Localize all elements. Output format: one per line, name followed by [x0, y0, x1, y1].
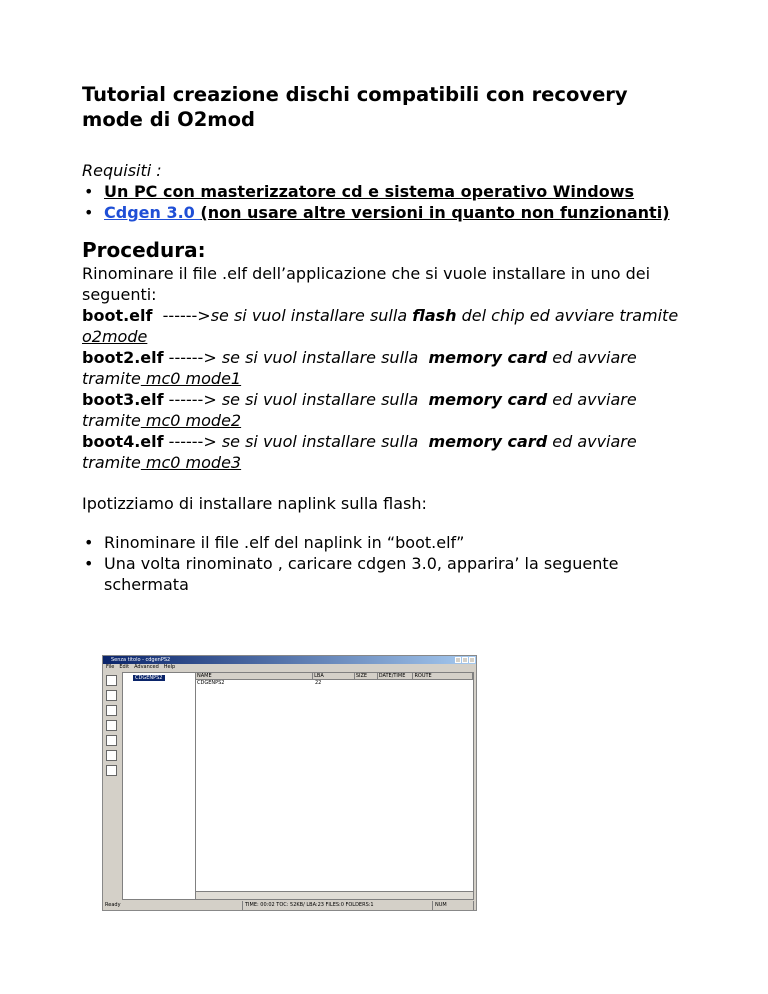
boot-entry: boot2.elf ------> se si vuol installare sulla memory card ed avviare tramite mc0 mode1 [82, 348, 637, 388]
list-header [196, 673, 473, 680]
boot-entry: boot3.elf ------> se si vuol installare sulla memory card ed avviare tramite mc0 mode2 [82, 390, 637, 430]
column-header: ROUTE [413, 673, 473, 679]
list-item: • Una volta rinominato , caricare cdgen 3.0, apparira’ la seguente schermata [84, 554, 619, 594]
list-item: • Rinominare il file .elf del naplink in “boot.elf” [84, 533, 465, 552]
table-row: CDGENPS2 22 [197, 680, 322, 686]
list-item: • Un PC con masterizzatore cd e sistema operativo Windows [84, 182, 635, 201]
menu-bar [103, 664, 476, 671]
minimize-icon [455, 657, 461, 663]
status-ready: Ready [103, 901, 243, 910]
status-info: TIME: 00:02 TOC: 52KB/ LBA:23 FILES:0 FOLDERS:1 [243, 901, 433, 910]
window-title: Senza titolo - cdgenPS2 [111, 657, 171, 663]
column-header: DATE/TIME [378, 673, 414, 679]
column-header: LBA [313, 673, 355, 679]
bullet-icon: • [84, 203, 94, 222]
tree-node: CDGENPS2 [135, 675, 163, 681]
requirements-label: Requisiti : [82, 161, 162, 180]
procedure-intro: Rinominare il file .elf dell’applicazione che si vuole installare in uno dei seguenti: [82, 264, 651, 304]
volume-icon [106, 735, 117, 746]
menu-edit: Edit [119, 664, 130, 670]
horizontal-scrollbar [196, 891, 473, 899]
column-header: SIZE [355, 673, 378, 679]
procedure-heading: Procedura: [82, 238, 206, 262]
file-list [195, 672, 474, 900]
menu-advanced: Advanced [134, 664, 159, 670]
bullet-icon: • [84, 554, 94, 573]
column-header: NAME [196, 673, 313, 679]
list-item: • Cdgen 3.0 (non usare altre versioni in quanto non funzionanti) [84, 203, 670, 222]
new-folder-icon [106, 750, 117, 761]
save-icon [106, 705, 117, 716]
cdgen-link[interactable]: Cdgen 3.0 [104, 203, 201, 222]
example-text: Ipotizziamo di installare naplink sulla flash: [82, 494, 427, 513]
window-titlebar [103, 656, 476, 664]
open-icon [106, 690, 117, 701]
bullet-icon: • [84, 533, 94, 552]
document-page [82, 82, 682, 595]
document-title: Tutorial creazione dischi compatibili con recovery mode di O2mod [82, 83, 628, 131]
close-icon [469, 657, 475, 663]
maximize-icon [462, 657, 468, 663]
menu-help: Help [163, 664, 176, 670]
boot-entry: boot.elf ------>se si vuol installare sulla flash del chip ed avviare tramite o2mode [82, 306, 679, 346]
new-disc-icon [106, 675, 117, 686]
app-toolbar [103, 672, 121, 900]
folder-tree [122, 672, 196, 900]
iso-icon [106, 720, 117, 731]
requirements-list [82, 181, 682, 223]
status-bar [103, 901, 476, 910]
menu-file: File [106, 664, 115, 670]
new-file-icon [106, 765, 117, 776]
boot-entry: boot4.elf ------> se si vuol installare sulla memory card ed avviare tramite mc0 mode3 [82, 432, 637, 472]
bullet-icon: • [84, 182, 94, 201]
status-num: NUM [433, 901, 474, 910]
steps-list [82, 532, 682, 595]
window-buttons [455, 657, 475, 663]
cdgen-screenshot [102, 655, 477, 911]
